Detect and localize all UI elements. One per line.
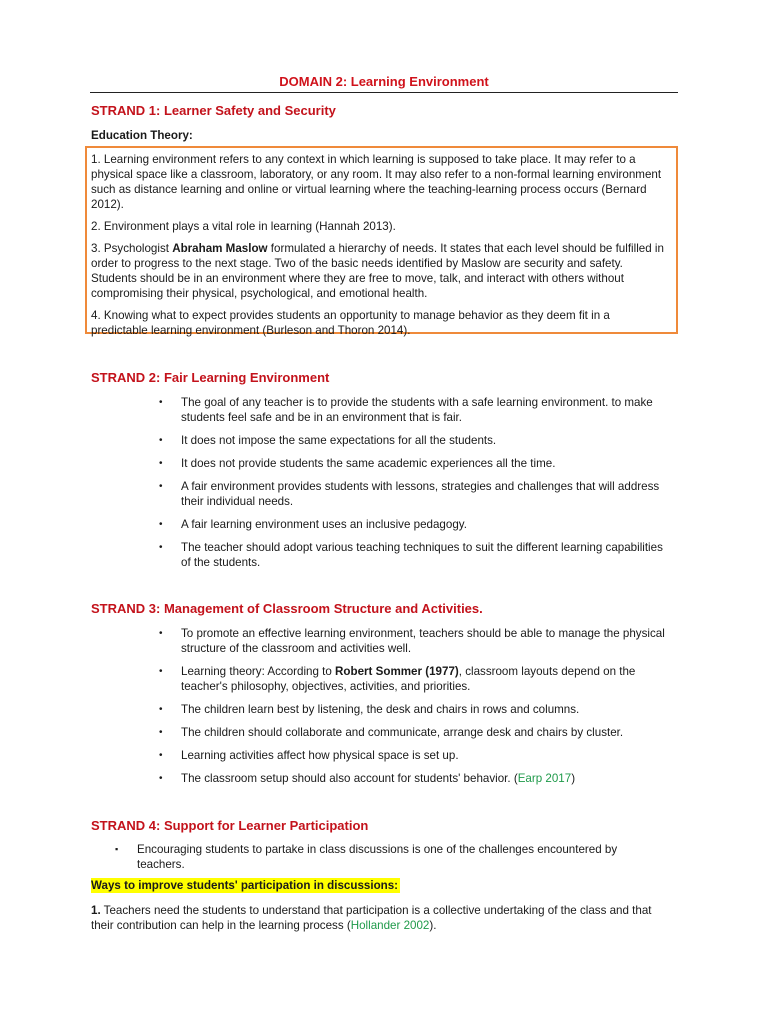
strand3-list <box>159 626 681 794</box>
strand2-list <box>159 395 671 578</box>
point-text: Teachers need the students to understand that participation is a collective undertaking of the class and that their contribution can help in the learning process ( <box>91 904 652 932</box>
list-item-text: The goal of any teacher is to provide the students with a safe learning environment. to make students feel safe and be in an environment that is fair. <box>181 396 653 424</box>
list-item-text: It does not impose the same expectations for all the students. <box>181 434 497 447</box>
participation-point-1 <box>91 903 671 933</box>
strand1-heading: STRAND 1: Learner Safety and Security <box>91 103 336 118</box>
list-item <box>159 626 681 656</box>
list-item-text: It does not provide students the same academic experiences all the time. <box>181 457 556 470</box>
strand3-heading: STRAND 3: Management of Classroom Structure and Activities. <box>91 601 483 616</box>
list-item <box>159 456 671 471</box>
bullet-icon: • <box>159 666 163 677</box>
theory-point-3-rest: formulated a hierarchy of needs. It states that each level should be fulfilled in order to progress to the next stage. Two of the basic needs identified by Maslow are security and safety. Students should be in an environment where they are free to move, talk, and interact with others without compromising their physical, psychological, and emotional health. <box>91 242 664 300</box>
theory-point-3-start: 3. Psychologist <box>91 242 173 255</box>
theory-point-1: 1. Learning environment refers to any context in which learning is supposed to take place. It may refer to a physical space like a classroom, laboratory, or any room. It may also refer to a non-formal learning environment such as distance learning and online or virtual learning where the teaching-learning process occurs (Bernard 2012). <box>91 153 662 211</box>
maslow-name: Abraham Maslow <box>172 242 268 255</box>
bullet-icon: • <box>159 397 163 408</box>
list-item <box>159 725 681 740</box>
bullet-icon: • <box>159 519 163 530</box>
theory-point-3 <box>91 241 676 301</box>
square-bullet-icon: ▪ <box>115 844 119 854</box>
sommer-citation: Robert Sommer (1977) <box>335 665 459 678</box>
list-item-text: The classroom setup should also account for students' behavior. ( <box>181 772 518 785</box>
list-item-text: To promote an effective learning environment, teachers should be able to manage the physical structure of the classroom and activities well. <box>181 627 665 655</box>
theory-point-4: 4. Knowing what to expect provides students an opportunity to manage behavior as they deem fit in a predictable learning environment (Burleson and Thoron 2014). <box>91 309 610 337</box>
list-item <box>159 540 671 570</box>
list-item <box>159 664 681 694</box>
list-item <box>159 771 681 786</box>
bullet-icon: • <box>159 704 163 715</box>
list-item-text: Encouraging students to partake in class discussions is one of the challenges encountered by teachers. <box>137 843 618 871</box>
bullet-icon: • <box>159 727 163 738</box>
point-number: 1. <box>91 904 101 917</box>
list-item-text: The teacher should adopt various teaching techniques to suit the different learning capabilities of the students. <box>181 541 663 569</box>
bullet-icon: • <box>159 750 163 761</box>
strand2-heading: STRAND 2: Fair Learning Environment <box>91 370 330 385</box>
list-item <box>159 517 671 532</box>
list-item <box>159 479 671 509</box>
bullet-icon: • <box>159 773 163 784</box>
hollander-citation-link[interactable]: Hollander 2002 <box>350 919 430 932</box>
strand4-heading: STRAND 4: Support for Learner Participation <box>91 818 369 833</box>
bullet-icon: • <box>159 542 163 553</box>
list-item-text: A fair environment provides students with lessons, strategies and challenges that will address their individual needs. <box>181 480 660 508</box>
bullet-icon: • <box>159 481 163 492</box>
theory-point-2: 2. Environment plays a vital role in learning (Hannah 2013). <box>91 220 396 233</box>
list-item-text: The children should collaborate and communicate, arrange desk and chairs by cluster. <box>181 726 624 739</box>
domain-title: DOMAIN 2: Learning Environment <box>279 74 489 89</box>
list-item-text: Learning theory: According to <box>181 665 336 678</box>
bullet-icon: • <box>159 458 163 469</box>
strand4-list <box>115 842 667 880</box>
earp-citation-link[interactable]: Earp 2017 <box>517 772 572 785</box>
education-theory-box <box>85 146 678 337</box>
participation-highlight: Ways to improve students' participation in discussions: <box>91 879 399 892</box>
list-item <box>159 702 681 717</box>
bullet-icon: • <box>159 628 163 639</box>
bullet-icon: • <box>159 435 163 446</box>
point-text-end: ). <box>429 919 437 932</box>
title-underline <box>90 92 678 93</box>
list-item <box>159 395 671 425</box>
list-item-text-rest: , classroom layouts depend on the teacher's philosophy, objectives, activities, and priorities. <box>181 665 636 693</box>
list-item <box>159 748 681 763</box>
list-item <box>115 842 667 872</box>
education-theory-label: Education Theory: <box>91 129 193 142</box>
list-item-text: Learning activities affect how physical space is set up. <box>181 749 459 762</box>
list-item-text-end: ) <box>571 772 576 785</box>
list-item-text: A fair learning environment uses an inclusive pedagogy. <box>181 518 467 531</box>
list-item-text: The children learn best by listening, the desk and chairs in rows and columns. <box>181 703 580 716</box>
list-item <box>159 433 671 448</box>
